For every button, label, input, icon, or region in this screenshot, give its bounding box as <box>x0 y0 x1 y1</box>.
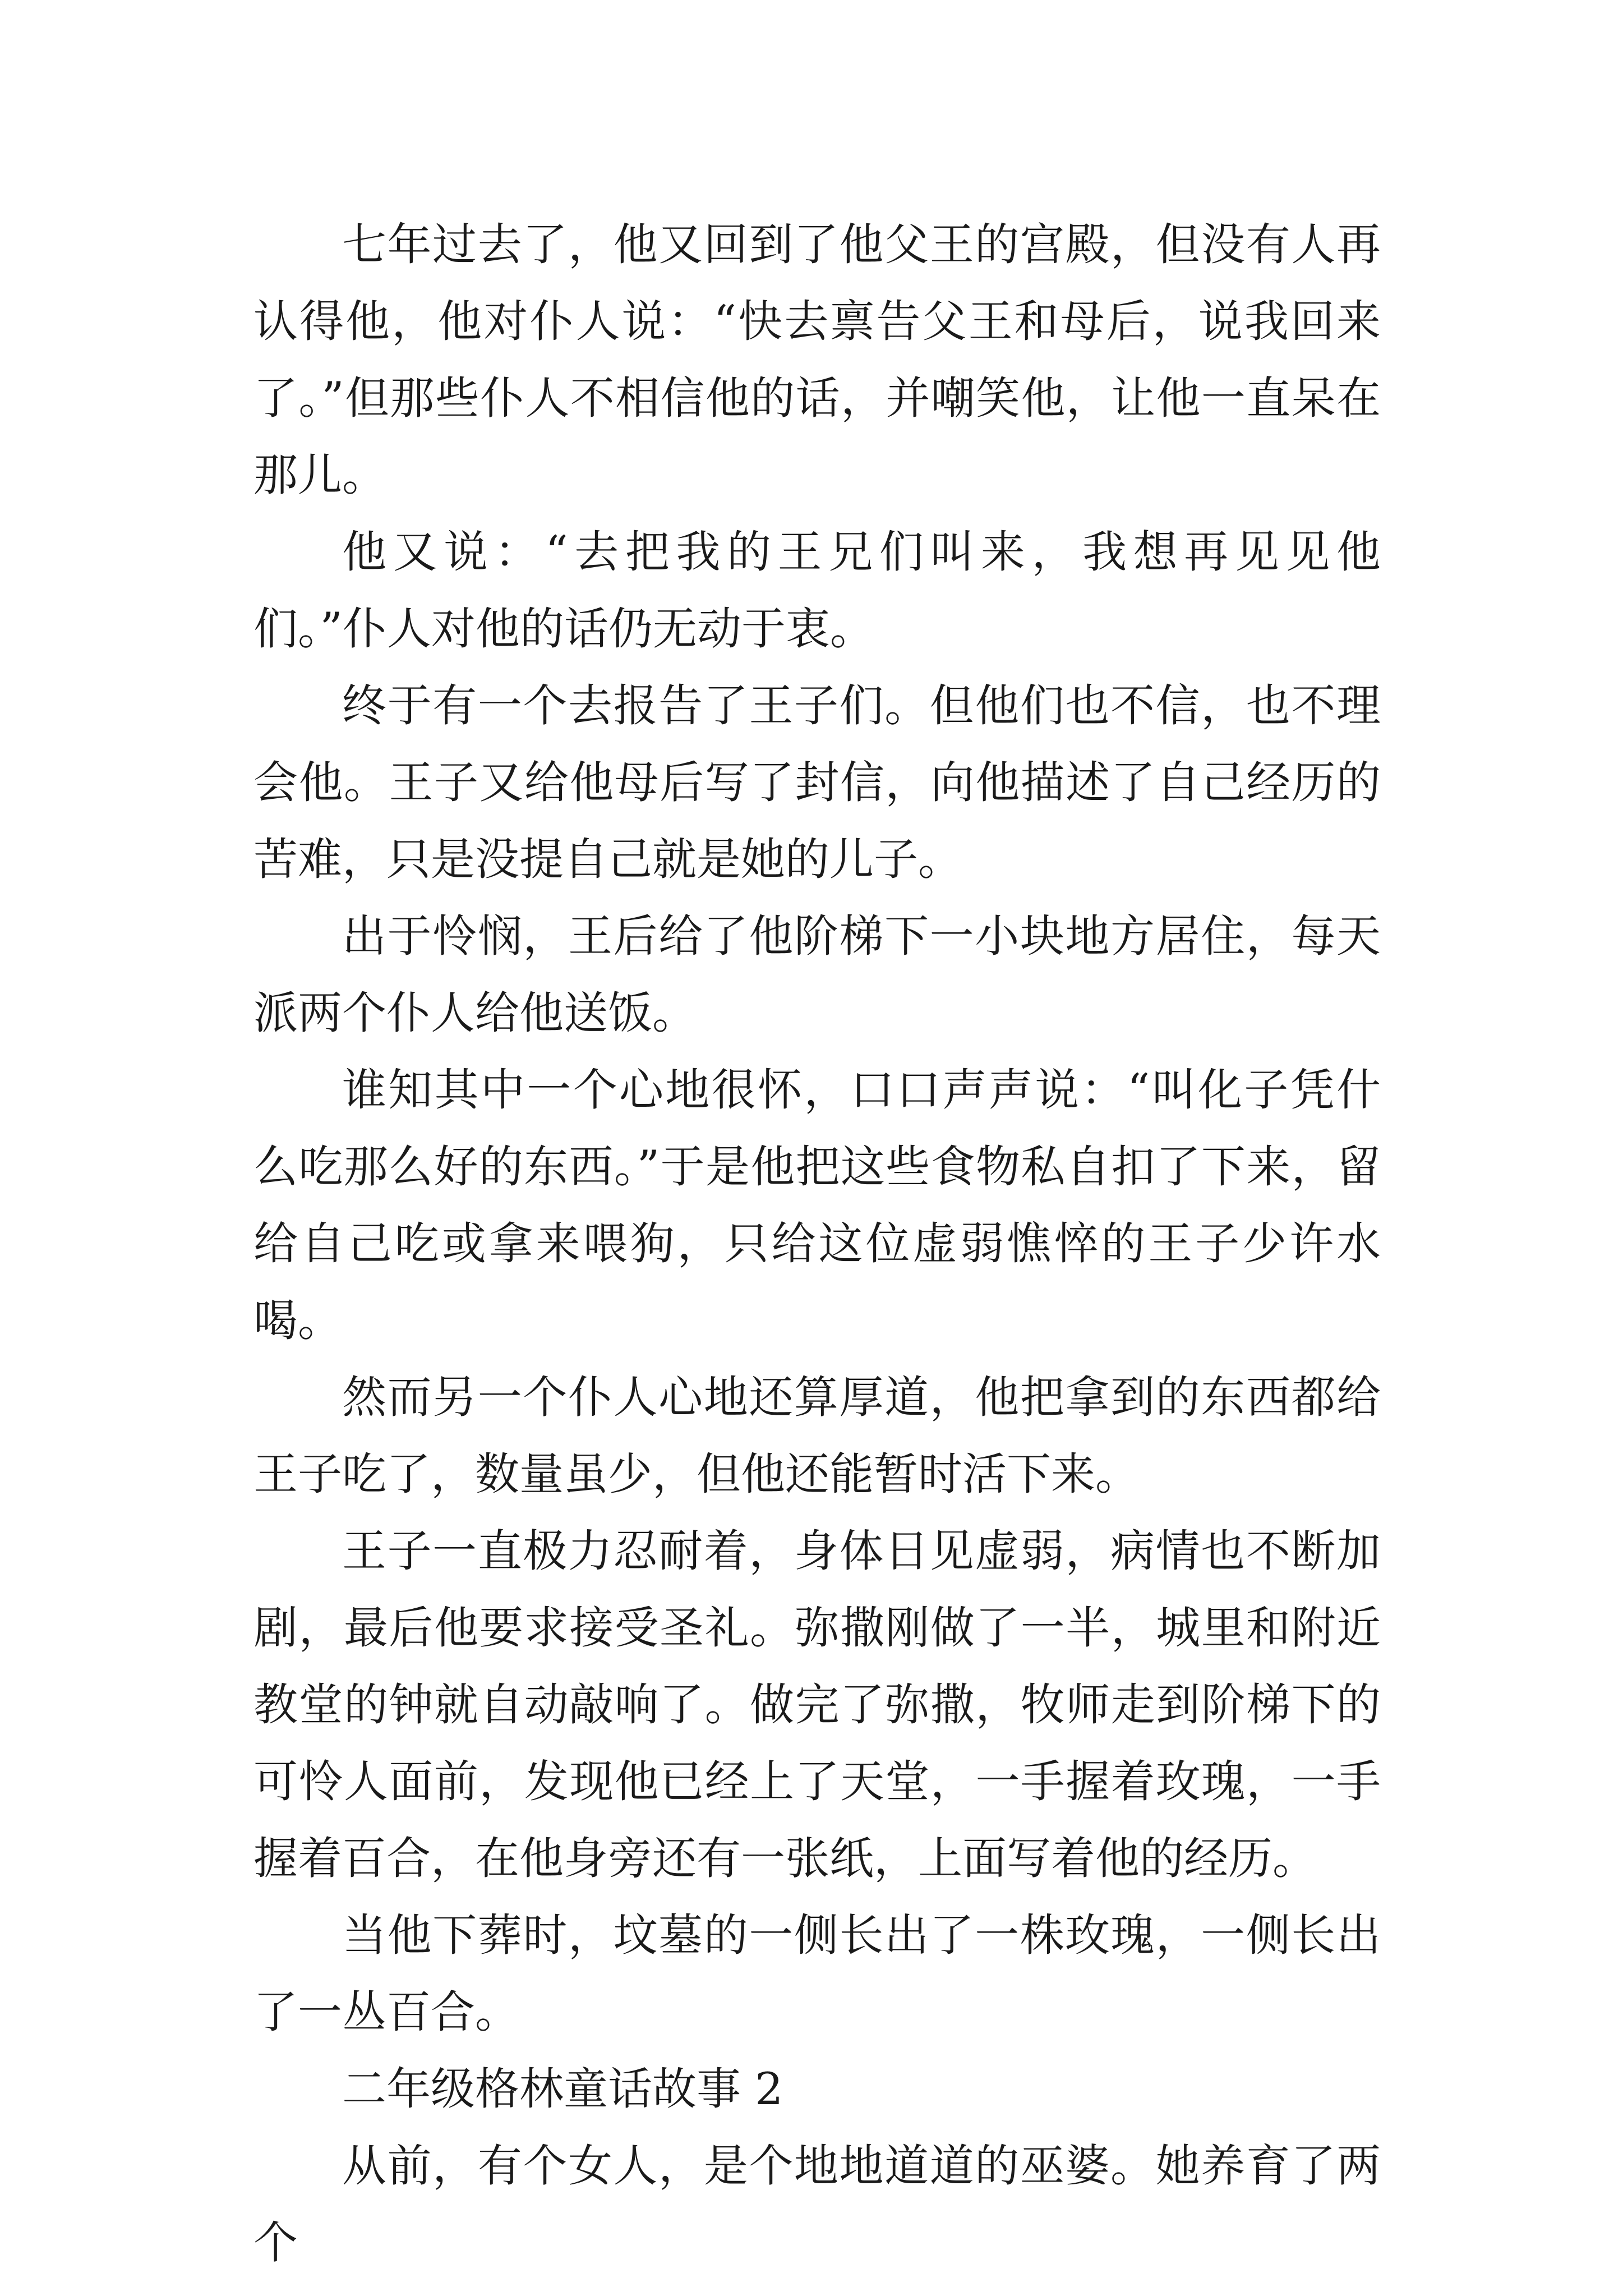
paragraph-7: 王子一直极力忍耐着，身体日见虚弱，病情也不断加剧，最后他要求接受圣礼。弥撒刚做了一半，城里和附近教堂的钟就自动敲响了。做完了弥撒，牧师走到阶梯下的可怜人面前，发现他已经上了天堂，一手握着玫瑰，一手握着百合，在他身旁还有一张纸，上面写着他的经历。 <box>253 1525 1381 1884</box>
paragraph-1: 七年过去了，他又回到了他父王的宫殿，但没有人再认得他，他对仆人说：“快去禀告父王和母后，说我回来了。”但那些仆人不相信他的话，并嘲笑他，让他一直呆在那儿。 <box>253 219 1381 501</box>
document-body <box>253 206 1381 2281</box>
paragraph-3: 终于有一个去报告了王子们。但他们也不信，也不理会他。王子又给他母后写了封信，向他描述了自己经历的苦难，只是没提自己就是她的儿子。 <box>253 680 1381 885</box>
paragraph-closing: 从前，有个女人，是个地地道道的巫婆。她养育了两个 <box>253 2140 1381 2269</box>
paragraph-6: 然而另一个仆人心地还算厚道，他把拿到的东西都给王子吃了，数量虽少，但他还能暂时活下来。 <box>253 1372 1381 1500</box>
section-heading: 二年级格林童话故事 2 <box>342 2063 783 2115</box>
paragraph-8: 当他下葬时，坟墓的一侧长出了一株玫瑰，一侧长出了一丛百合。 <box>253 1910 1381 2038</box>
paragraph-5: 谁知其中一个心地很怀，口口声声说：“叫化子凭什么吃那么好的东西。”于是他把这些食物私自扣了下来，留给自己吃或拿来喂狗，只给这位虚弱憔悴的王子少许水喝。 <box>253 1064 1381 1346</box>
paragraph-4: 出于怜悯，王后给了他阶梯下一小块地方居住，每天派两个仆人给他送饭。 <box>253 910 1381 1039</box>
paragraph-2: 他又说：“去把我的王兄们叫来，我想再见见他们。”仆人对他的话仍无动于衷。 <box>253 526 1381 655</box>
